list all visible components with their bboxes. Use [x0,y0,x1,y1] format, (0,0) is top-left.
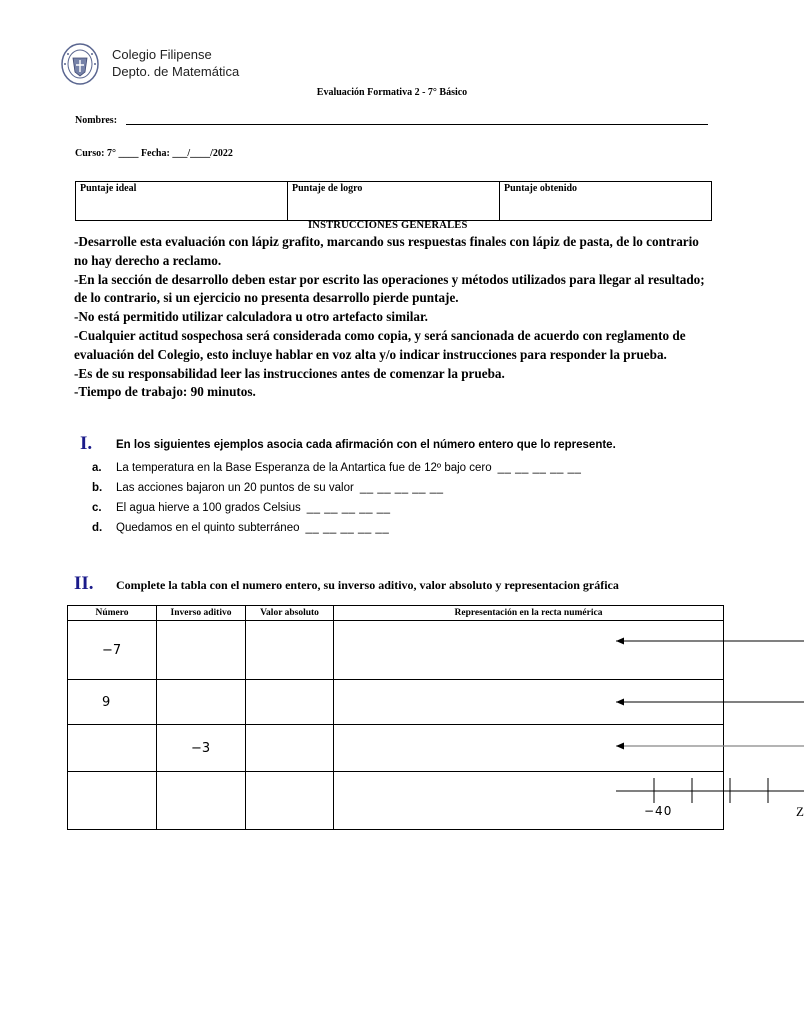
number-line-cell[interactable] [334,725,724,772]
item-letter: c. [92,502,102,514]
numero-cell[interactable]: −7 [68,621,157,680]
absoluto-cell[interactable] [246,621,334,680]
section-1-prompt: En los siguientes ejemplos asocia cada afirmación con el número entero que lo represente. [116,439,616,451]
score-table [75,181,712,221]
score-logro-cell: Puntaje de logro [288,182,500,220]
school-name: Colegio Filipense [112,47,212,62]
instructions-heading: INSTRUCCIONES GENERALES [308,220,468,231]
department-name: Depto. de Matemática [112,64,240,79]
section-2-prompt: Complete la tabla con el numero entero, su inverso aditivo, valor absoluto y representacion gráfica [116,578,619,592]
section-1-items [92,458,581,538]
instruction-line: -En la sección de desarrollo deben estar por escrito las operaciones y métodos utilizados para llegar al resultado; de lo contrario, si un ejercicio no presenta desarrollo pierde puntaje. [74,271,705,306]
nombres-field[interactable] [126,124,708,125]
column-header: Valor absoluto [246,606,334,621]
absoluto-cell[interactable] [246,680,334,725]
column-header: Representación en la recta numérica [334,606,724,621]
table-row [68,621,724,680]
table-row [68,680,724,725]
absoluto-cell[interactable] [246,772,334,830]
instruction-line: -Cualquier actitud sospechosa será considerada como copia, y será sancionada de acuerdo con reglamento de evaluación del Colegio, esto incluye hablar en voz alta y/o indicar instrucciones para responder la prueba. [74,327,686,362]
number-line-label-left: −40 [644,804,673,818]
list-item [92,458,581,478]
page-title: Evaluación Formativa 2 - 7° Básico [316,87,468,98]
integers-table [67,605,804,830]
inverso-cell[interactable] [157,772,246,830]
answer-blank[interactable]: __ __ __ __ __ [305,522,390,534]
numero-cell[interactable]: 9 [68,680,157,725]
table-row [68,772,724,830]
score-obtenido-cell: Puntaje obtenido [504,183,578,194]
nombres-label: Nombres: [75,115,118,126]
inverso-cell[interactable] [157,680,246,725]
section-2-number: II. [74,573,94,594]
table-header-row [68,606,724,621]
number-line-arrow [334,725,723,766]
absoluto-cell[interactable] [246,725,334,772]
instruction-line: -Desarrolle esta evaluación con lápiz grafito, marcando sus respuestas finales con lápiz de pasta, de lo contrario no hay derecho a reclamo. [74,234,699,268]
instruction-line: -Tiempo de trabajo: 90 minutos. [74,384,256,400]
list-item [92,498,581,518]
curso-fecha-line: Curso: 7° ____ Fecha: ___/____/2022 [75,148,233,159]
item-letter: b. [92,482,103,494]
numero-cell[interactable] [68,772,157,830]
item-text: La temperatura en la Base Esperanza de la Antartica fue de 12º bajo cero [116,462,492,474]
list-item [92,518,581,538]
section-1-number: I. [80,433,93,454]
school-header [112,46,239,80]
item-text: Quedamos en el quinto subterráneo [116,522,300,534]
number-line-arrow [334,680,723,719]
number-line-cell[interactable] [334,621,724,680]
number-line-label-right: Z [796,804,804,819]
column-header: Número [68,606,157,621]
column-header: Inverso aditivo [157,606,246,621]
table-row [68,725,724,772]
instructions-list [74,233,714,402]
answer-blank[interactable]: __ __ __ __ __ [359,482,444,494]
item-letter: d. [92,522,103,534]
instruction-line: -No está permitido utilizar calculadora u otro artefacto similar. [74,309,428,325]
inverso-cell[interactable]: −3 [157,725,246,772]
item-letter: a. [92,462,102,474]
item-text: Las acciones bajaron un 20 puntos de su valor [116,482,354,494]
answer-blank[interactable]: __ __ __ __ __ [497,462,582,474]
number-line-cell[interactable] [334,680,724,725]
number-line-arrow [334,621,723,674]
answer-blank[interactable]: __ __ __ __ __ [306,502,391,514]
list-item [92,478,581,498]
numero-cell[interactable] [68,725,157,772]
score-ideal-cell: Puntaje ideal [76,182,288,220]
inverso-cell[interactable] [157,621,246,680]
instruction-line: -Es de su responsabilidad leer las instrucciones antes de comenzar la prueba. [74,365,505,381]
number-line-ticks [334,772,723,829]
school-logo [60,42,100,86]
item-text: El agua hierve a 100 grados Celsius [116,502,301,514]
number-line-cell[interactable] [334,772,804,830]
